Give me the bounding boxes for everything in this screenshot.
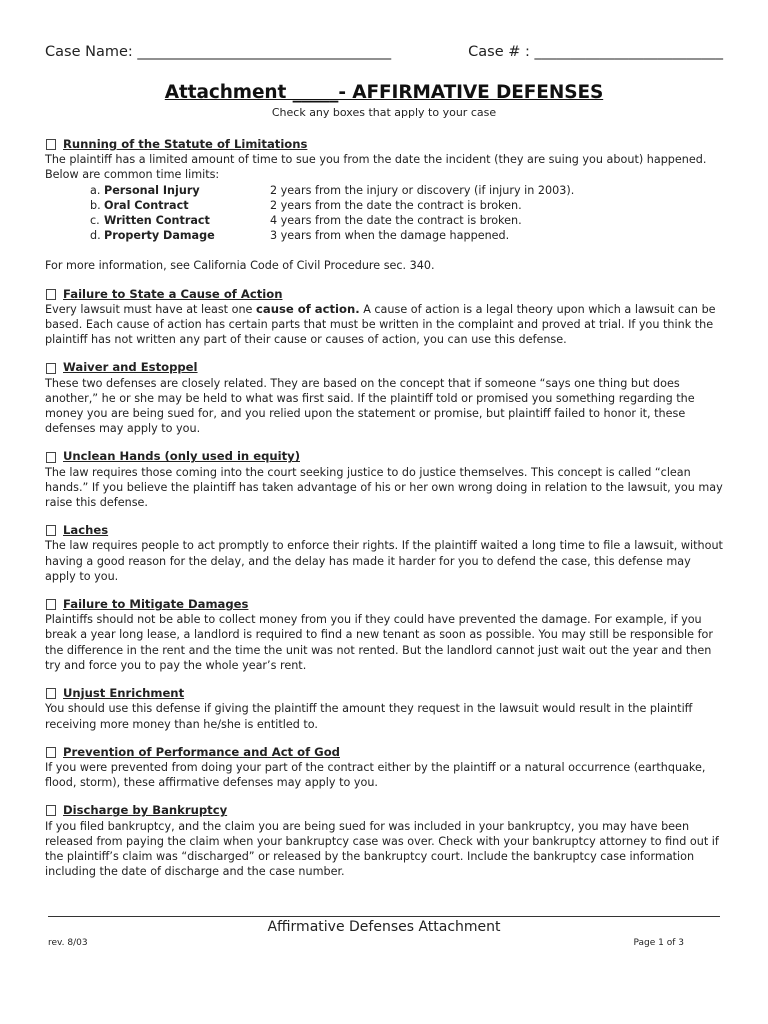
defenses-content [45, 137, 725, 892]
section-heading-label: Unjust Enrichment [63, 686, 185, 701]
section-body: If you were prevented from doing your part of the contract either by the plaintiff or a natural occurrence (earthquake, flood, storm), these affirmative defenses may apply to you. [45, 760, 706, 790]
waiver-checkbox[interactable] [46, 363, 56, 374]
section-heading [45, 597, 725, 612]
section-heading [45, 745, 725, 760]
list-item-letter: c. [90, 214, 100, 228]
list-item-name: Personal Injury [104, 183, 200, 197]
page-subtitle: Check any boxes that apply to your case [271, 106, 497, 119]
bankruptcy-checkbox[interactable] [46, 805, 56, 816]
list-item-name: Oral Contract [104, 198, 189, 212]
laches-checkbox[interactable] [46, 525, 56, 536]
section-prevention-act-of-god [45, 745, 725, 791]
section-body: The law requires people to act promptly to enforce their rights. If the plaintiff waited a long time to file a lawsuit, without having a good reason for the delay, and the delay has made it harder for you to defend the case, this defense may apply to you. [45, 539, 723, 583]
list-item-letter: a. [90, 183, 101, 197]
footer-title: Affirmative Defenses Attachment [267, 919, 501, 935]
list-item [90, 198, 725, 213]
list-item [90, 213, 725, 228]
list-item [90, 228, 725, 243]
body-text-post: A cause of action is a legal theory upon which a lawsuit can be based. Each cause of action has certain parts that must be written in the complaint and proved at trial. If you think the plaintiff has not written any part of their cause or causes of action, you can use this defense. [45, 302, 716, 347]
failure-cause-checkbox[interactable] [46, 289, 56, 300]
section-failure-to-state-cause [45, 287, 725, 348]
section-heading [45, 449, 725, 464]
section-heading [45, 360, 725, 375]
case-name-field[interactable]: Case Name: ___________________________________ [45, 44, 392, 60]
case-number-field[interactable]: Case # : __________________________ [468, 44, 723, 60]
time-limits-list [90, 183, 725, 244]
case-info-line [45, 44, 723, 60]
list-item-name: Written Contract [104, 214, 210, 228]
list-item-desc: 2 years from the date the contract is broken. [270, 198, 522, 212]
list-item-desc: 4 years from the date the contract is broken. [270, 214, 522, 228]
section-heading [45, 523, 725, 538]
section-body: The law requires those coming into the court seeking justice to do justice themselves. This concept is called “clean hands.” If you believe the plaintiff has taken advantage of his or her own wrong doing in relation to the lawsuit, you may raise this defense. [45, 465, 723, 510]
section-body [45, 302, 725, 348]
section-body: These two defenses are closely related. They are based on the concept that if someone “says one thing but does another,” he or she may be held to what was first said. If the plaintiff told or promised you something regarding the money you are being sued for, and you relied upon the statement or promise, but plaintiff failed to honor it, these defenses may apply to you. [45, 376, 695, 436]
body-text-bold: cause of action. [256, 301, 360, 316]
section-heading-label: Running of the Statute of Limitations [63, 137, 308, 151]
section-body: If you filed bankruptcy, and the claim you are being sued for was included in your bankruptcy, you may have been released from paying the claim when your bankruptcy case was over. Check with your bankruptcy attorney to find out if the plaintiff’s claim was “discharged” or released by the bankruptcy court. Include the bankruptcy case information including the date of discharge and the case number. [45, 819, 719, 879]
more-info-text: For more information, see California Code of Civil Procedure sec. 340. [45, 259, 435, 273]
section-heading-label: Prevention of Performance and Act of God [63, 744, 340, 759]
section-heading-label: Laches [63, 523, 109, 538]
mitigate-checkbox[interactable] [46, 599, 56, 610]
list-item-letter: d. [90, 229, 101, 243]
section-laches [45, 523, 725, 584]
section-heading [45, 803, 725, 818]
page-number: Page 1 of 3 [633, 938, 684, 948]
section-heading [45, 137, 725, 152]
section-body: Plaintiffs should not be able to collect money from you if they could have prevented the damage. For example, if you break a year long lease, a landlord is required to find a new tenant as soon as possible. You may still be responsible for the difference in the rent and the time the unit was not rented. But the landlord cannot just wait out the year and then try and force you to pay the whole year’s rent. [45, 613, 713, 672]
section-body: The plaintiff has a limited amount of time to sue you from the date the incident (they are suing you about) happened. Below are common time limits: [45, 153, 707, 182]
list-item-name: Property Damage [104, 229, 215, 243]
section-heading [45, 686, 725, 701]
section-statute-of-limitations [45, 137, 725, 274]
revision-label: rev. 8/03 [48, 938, 88, 948]
section-heading-label: Discharge by Bankruptcy [63, 803, 228, 818]
section-failure-to-mitigate [45, 597, 725, 673]
section-discharge-bankruptcy [45, 803, 725, 879]
section-heading-label: Unclean Hands (only used in equity) [63, 449, 300, 464]
section-heading-label: Failure to State a Cause of Action [63, 286, 283, 301]
list-item [90, 183, 725, 198]
list-item-letter: b. [90, 198, 101, 212]
unclean-hands-checkbox[interactable] [46, 452, 56, 463]
list-item-desc: 3 years from when the damage happened. [270, 229, 510, 243]
section-unjust-enrichment [45, 686, 725, 732]
body-text-pre: Every lawsuit must have at least one [45, 302, 256, 316]
section-heading [45, 287, 725, 302]
section-body: You should use this defense if giving the plaintiff the amount they request in the lawsuit would result in the plaintiff receiving more money than he/she is entitled to. [45, 702, 693, 731]
section-waiver-estoppel [45, 360, 725, 436]
unjust-checkbox[interactable] [46, 688, 56, 699]
footer-row [48, 938, 684, 948]
prevention-checkbox[interactable] [46, 747, 56, 758]
title-block [0, 82, 768, 119]
section-heading-label: Failure to Mitigate Damages [63, 597, 249, 612]
page-title: Attachment _____- AFFIRMATIVE DEFENSES [164, 82, 604, 103]
statute-checkbox[interactable] [46, 139, 56, 150]
section-heading-label: Waiver and Estoppel [63, 360, 198, 375]
list-item-desc: 2 years from the injury or discovery (if injury in 2003). [270, 183, 575, 197]
footer-divider [48, 916, 720, 917]
section-unclean-hands [45, 449, 725, 510]
